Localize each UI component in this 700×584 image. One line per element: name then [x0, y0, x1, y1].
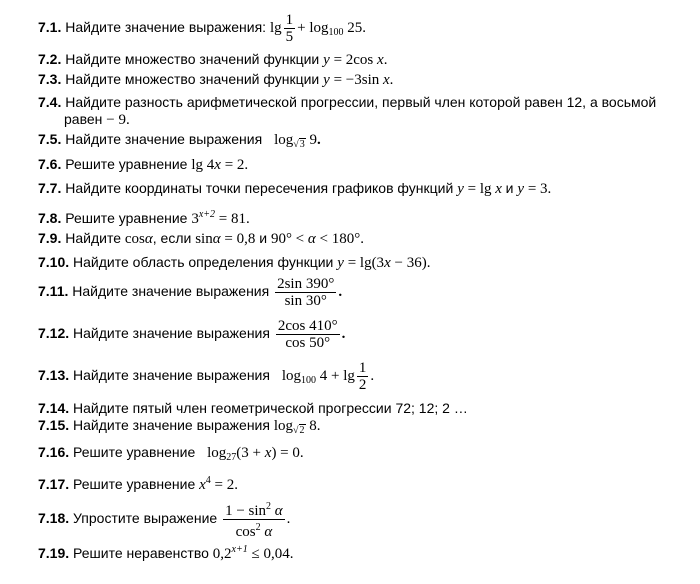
fraction: $\frac{1 - \sin^2 \alpha}{\cos^2 \alpha}$: [225, 501, 283, 540]
problem-text: Найдите множество значений функции: [65, 71, 320, 87]
problem-text: Найдите: [65, 230, 121, 246]
problem-number: 7.3.: [38, 71, 62, 87]
problem-number: 7.16.: [38, 444, 70, 460]
math-expression: $\frac{1 - \sin^2 \alpha}{\cos^2 \alpha}$ .: [225, 501, 291, 540]
problem-7-16: [38, 444, 304, 466]
problem-number: 7.9.: [38, 230, 62, 246]
problem-7-6: [38, 156, 248, 173]
math-expression: $\frac{2\cos 410^\circ}{\cos 50^\circ}$ .: [277, 318, 346, 351]
math-expression: y = 2cos x.: [323, 52, 388, 68]
problem-7-1: [38, 12, 366, 45]
problem-number: 7.4.: [38, 94, 62, 110]
problem-7-13: [38, 360, 374, 393]
problem-text: Решите уравнение: [65, 210, 188, 226]
problem-7-9: [38, 230, 364, 247]
problem-text: Решите уравнение: [73, 476, 196, 492]
problem-number: 7.6.: [38, 156, 62, 172]
problem-7-18: [38, 499, 290, 540]
problem-text: Найдите значение выражения: [73, 417, 270, 433]
math-expression: y = lg x: [457, 181, 502, 197]
problem-number: 7.7.: [38, 180, 62, 196]
problem-number: 7.17.: [38, 476, 70, 492]
problem-7-7: [38, 180, 551, 197]
problem-number: 7.5.: [38, 131, 62, 147]
conjunction: и: [505, 180, 514, 196]
math-expression: lg 4x = 2.: [191, 157, 249, 173]
problem-text: Решите неравенство: [73, 545, 209, 561]
problem-number: 7.19.: [38, 545, 70, 561]
problem-text: Найдите значение выражения: [72, 282, 270, 299]
problem-text: Найдите значение выражения: [65, 131, 263, 147]
problem-number: 7.2.: [38, 51, 62, 67]
problem-text: Решите уравнение: [73, 444, 196, 460]
math-expression: log√3 9.: [274, 132, 321, 148]
problem-text-2: , если: [152, 230, 192, 246]
problem-text: Решите уравнение: [65, 156, 188, 172]
problem-number: 7.18.: [38, 509, 70, 526]
problem-7-4-continued: [64, 111, 130, 128]
fraction: $\frac{2\cos 410^\circ}{\cos 50^\circ}$: [277, 318, 338, 351]
math-expression: $x^4 = 2$.: [199, 475, 239, 493]
problem-text: Найдите разность арифметической прогрессии, первый член которой равен 12, а восьмой: [65, 94, 657, 110]
fraction: $\frac{1}{2}$: [358, 360, 367, 393]
math-expression: y = −3sin x.: [323, 72, 394, 88]
fraction: $\frac{2\sin 390^\circ}{\sin 30^\circ}$: [277, 276, 335, 309]
problem-7-19: [38, 542, 293, 562]
math-expression: − 9.: [106, 112, 130, 128]
problem-number: 7.11.: [38, 282, 69, 299]
problem-text: Найдите значение выражения:: [65, 18, 267, 35]
fraction: $\frac{1}{5}$: [285, 12, 294, 45]
problem-7-8: [38, 207, 250, 227]
problem-7-10: [38, 254, 430, 271]
math-expression: log√2 8.: [274, 418, 321, 434]
math-expression: $0,2^{x+1} \le 0,04$.: [212, 544, 294, 562]
problem-7-2: [38, 51, 387, 68]
problem-number: 7.14.: [38, 400, 70, 416]
problem-number: 7.8.: [38, 210, 62, 226]
problem-number: 7.13.: [38, 366, 70, 383]
problem-text-continued: равен: [64, 111, 103, 127]
math-cos: cosα: [124, 231, 153, 247]
problem-7-15: [38, 417, 321, 439]
problem-text: Найдите множество значений функции: [65, 51, 320, 67]
problem-number: 7.15.: [38, 417, 70, 433]
math-expression-2: y = 3.: [517, 181, 552, 197]
math-range: 90° < α < 180°.: [270, 231, 364, 247]
math-expression: $\frac{2\sin 390^\circ}{\sin 30^\circ}$ .: [277, 276, 343, 309]
math-sin: sinα = 0,8: [195, 231, 256, 247]
problem-text: Найдите значение выражения: [73, 366, 270, 383]
problem-7-4: [38, 94, 656, 110]
problem-text: Найдите координаты точки пересечения графиков функций: [65, 180, 454, 196]
problem-text: Найдите значение выражения: [73, 324, 270, 341]
problem-text: Найдите область определения функции: [73, 254, 334, 270]
sqrt-base: √3: [293, 139, 305, 150]
problem-7-3: [38, 71, 393, 88]
problem-7-5: [38, 131, 321, 153]
problem-7-12: [38, 318, 345, 351]
problem-text: Упростите выражение: [73, 509, 218, 526]
problem-number: 7.1.: [38, 18, 62, 35]
problem-text: Найдите пятый член геометрической прогрессии 72; 12; 2 …: [73, 400, 468, 416]
problem-number: 7.12.: [38, 324, 70, 341]
math-expression: lg $\frac{1}{5}$ + $\log_{100} 25$.: [269, 12, 367, 45]
math-expression: y = lg(3x − 36).: [337, 255, 431, 271]
problem-7-17: [38, 473, 238, 493]
problem-7-11: [38, 276, 342, 309]
math-expression: $\log_{27}(3 + x) = 0$.: [207, 445, 304, 463]
problem-7-14: [38, 400, 468, 416]
math-expression: $3^{x+2} = 81$.: [191, 209, 250, 227]
problem-number: 7.10.: [38, 254, 70, 270]
conjunction: и: [259, 230, 268, 246]
sqrt-base: √2: [293, 425, 305, 436]
math-expression: $\log_{100} 4 + \lg$ $\frac{1}{2}$ .: [281, 360, 375, 393]
